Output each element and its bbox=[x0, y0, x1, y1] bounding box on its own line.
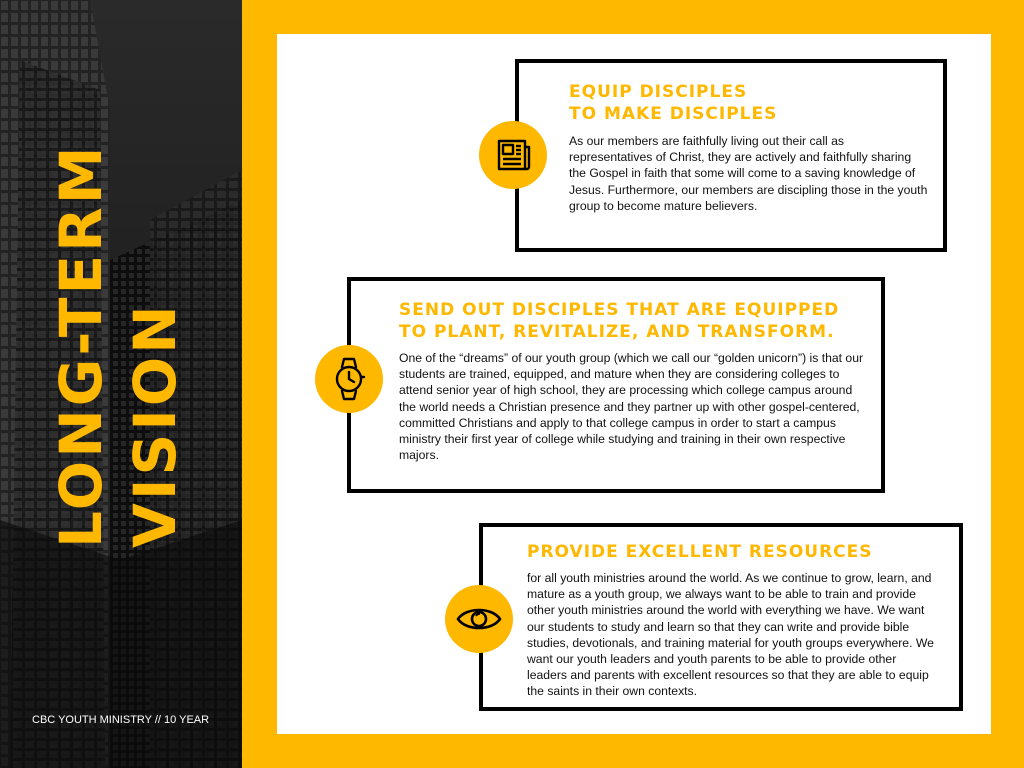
card-send-out-disciples bbox=[347, 277, 885, 493]
eye-icon bbox=[445, 585, 513, 653]
heading-line-1: EQUIP DISCIPLES bbox=[569, 82, 748, 102]
card-body: for all youth ministries around the world. As we continue to grow, learn, and mature as a youth group, we always want to be able to train and provide other youth ministries around the world with everything we have. We want our students to study and learn so that they can write and provide bible studies, devotionals, and training material for youth groups everywhere. We want our youth leaders and youth parents to be able to provide other leaders and parents with excellent resources so that they are able to equip the saints in their own contexts. bbox=[527, 571, 934, 699]
card-heading: PROVIDE EXCELLENT RESOURCES bbox=[527, 542, 873, 562]
title-vision: VISION bbox=[121, 302, 189, 548]
card-body: One of the “dreams” of our youth group (which we call our “golden unicorn”) is that our students are trained, equipped, and mature when they are considering colleges to attend senior year of high school, they are processing which college campus around the world needs a Christian presence and they partner up with other gospel-centered, committed Christians and apply to that college campus in order to start a campus ministry their first year of college while studying and training in their own respective majors. bbox=[399, 351, 864, 463]
heading-line-2: TO PLANT, REVITALIZE, AND TRANSFORM. bbox=[399, 322, 835, 342]
card-excellent-resources bbox=[479, 523, 963, 711]
watch-icon bbox=[315, 345, 383, 413]
heading-line-2: TO MAKE DISCIPLES bbox=[569, 104, 778, 124]
newspaper-icon bbox=[479, 121, 547, 189]
heading-line-1: SEND OUT DISCIPLES THAT ARE EQUIPPED bbox=[399, 300, 840, 320]
building-photo-panel bbox=[0, 0, 242, 768]
card-heading bbox=[399, 299, 871, 343]
title-long-term: LONG-TERM bbox=[47, 143, 115, 548]
content-area bbox=[277, 34, 991, 734]
card-heading bbox=[569, 81, 929, 125]
footer-label: CBC YOUTH MINISTRY // 10 YEAR bbox=[32, 714, 210, 726]
card-body: As our members are faithfully living out their call as representatives of Christ, they are actively and faithfully sharing the Gospel in faith that some will come to a saving knowledge of Jesus. Furthermore, our members are discipling those in the youth group to become mature believers. bbox=[569, 134, 928, 213]
card-equip-disciples bbox=[515, 59, 947, 252]
